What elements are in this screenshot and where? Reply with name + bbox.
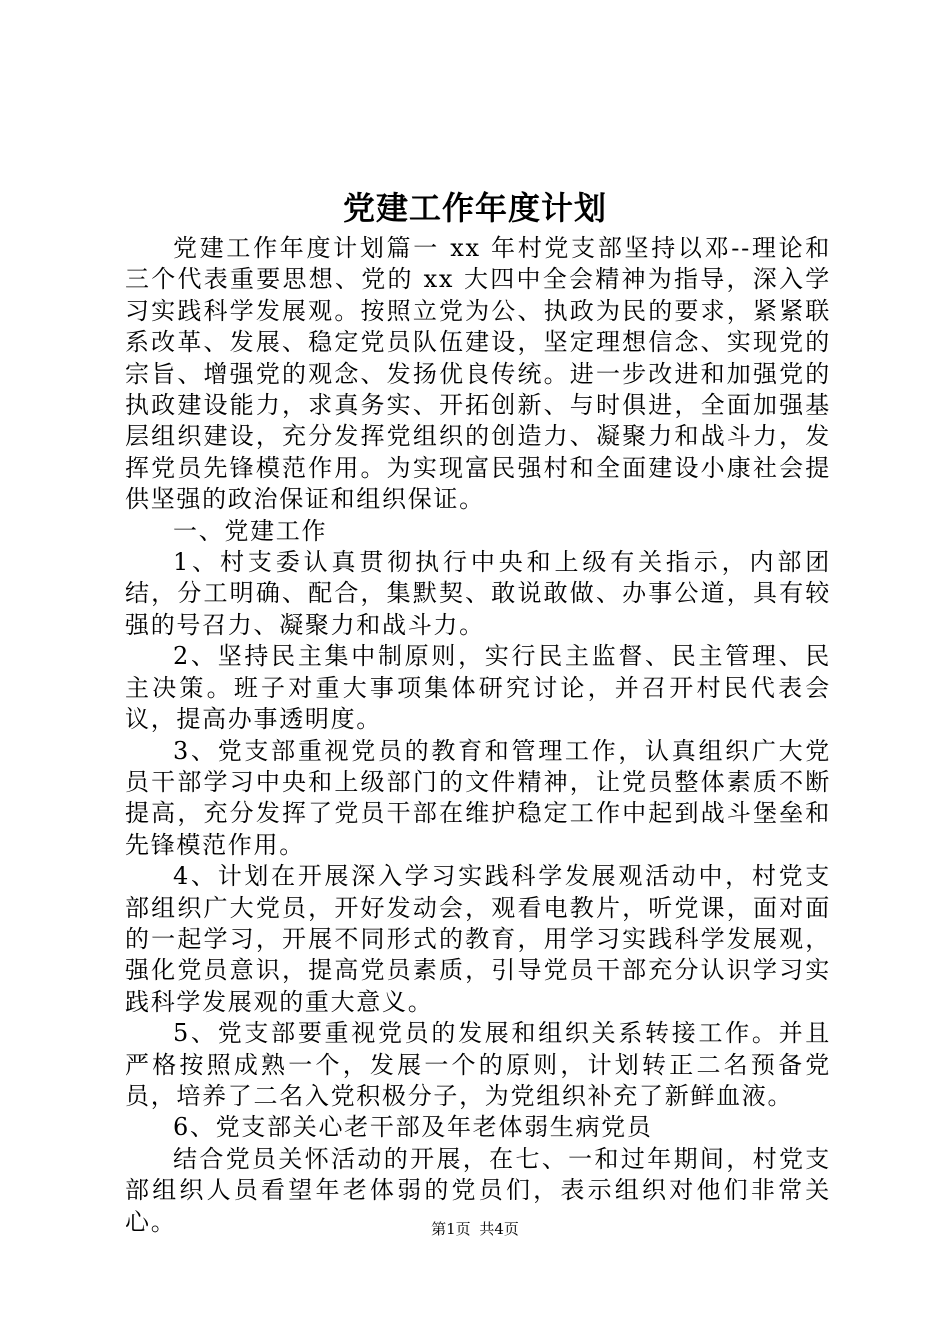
paragraph-item-5: 5、党支部要重视党员的发展和组织关系转接工作。并且严格按照成熟一个，发展一个的原则，计划转正二名预备党员，培养了二名入党积极分子，为党组织补充了新鲜血液。 [125, 1019, 831, 1110]
paragraph-item-1: 1、村支委认真贯彻执行中央和上级有关指示，内部团结，分工明确、配合，集默契、敢说敢做、办事公道，具有较强的号召力、凝聚力和战斗力。 [125, 548, 831, 639]
paragraph-care-activity: 结合党员关怀活动的开展，在七、一和过年期间，村党支部组织人员看望年老体弱的党员们，表示组织对他们非常关心。 [125, 1144, 831, 1236]
page-footer [0, 1219, 950, 1239]
paragraph-intro: 党建工作年度计划篇一 xx 年村党支部坚持以邓--理论和三个代表重要思想、党的 xx 大四中全会精神为指导，深入学习实践科学发展观。按照立党为公、执政为民的要求，紧紧联系改革、发展、稳定党员队伍建设，坚定理想信念、实现党的宗旨、增强党的观念、发扬优良传统。进一步改进和加强党的执政建设能力，求真务实、开拓创新、与时俱进，全面加强基层组织建设，充分发挥党组织的创造力、凝聚力和战斗力，发挥党员先锋模范作用。为实现富民强村和全面建设小康社会提供坚强的政治保证和组织保证。 [125, 234, 831, 514]
page-number: 第1页 [431, 1220, 471, 1238]
paragraph-item-4: 4、计划在开展深入学习实践科学发展观活动中，村党支部组织广大党员，开好发动会，观看电教片，听党课，面对面的一起学习，开展不同形式的教育，用学习实践科学发展观，强化党员意识，提高党员素质，引导党员干部充分认识学习实践科学发展观的重大意义。 [125, 862, 831, 1016]
page-total: 共4页 [479, 1220, 519, 1238]
paragraph-item-2: 2、坚持民主集中制原则，实行民主监督、民主管理、民主决策。班子对重大事项集体研究讨论，并召开村民代表会议，提高办事透明度。 [125, 642, 831, 734]
paragraph-item-3: 3、党支部重视党员的教育和管理工作，认真组织广大党员干部学习中央和上级部门的文件精神，让党员整体素质不断提高，充分发挥了党员干部在维护稳定工作中起到战斗堡垒和先锋模范作用。 [125, 736, 831, 859]
paragraph-item-6: 6、党支部关心老干部及年老体弱生病党员 [173, 1113, 653, 1142]
document-body [125, 233, 831, 1238]
section-heading: 一、党建工作 [173, 516, 328, 545]
document-title: 党建工作年度计划 [342, 189, 607, 227]
